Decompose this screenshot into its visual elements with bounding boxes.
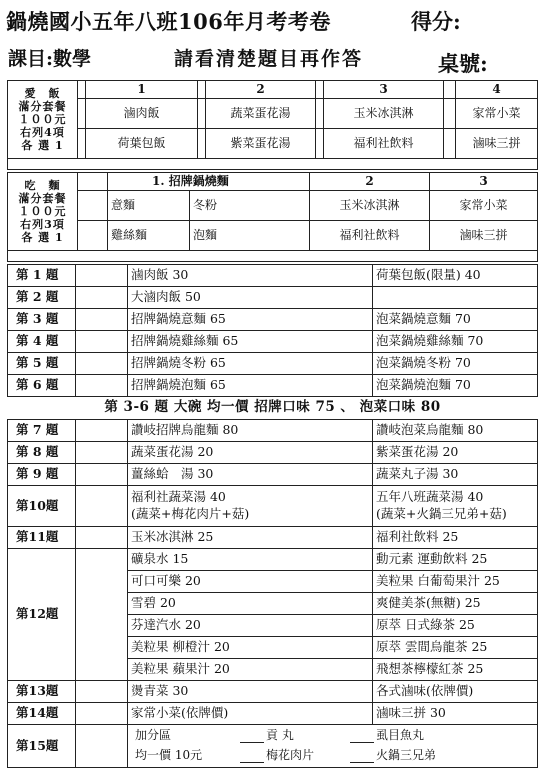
- answer-option-b: 原萃 日式綠茶 25: [373, 615, 538, 637]
- bonus-item-label: 梅花肉片: [266, 748, 315, 762]
- column-header: 1: [86, 81, 198, 99]
- bonus-item: [240, 749, 350, 763]
- combo-label-line: 各 選 1: [21, 231, 64, 245]
- combo-label-line: 各 選 1: [21, 139, 64, 153]
- answer-option-b: 泡菜鍋燒意麵 70: [373, 309, 538, 331]
- question-row: [8, 442, 538, 464]
- answer-option-a: 芬達汽水 20: [128, 615, 373, 637]
- question-row: [8, 549, 538, 571]
- question-row: [8, 309, 538, 331]
- question-row: [8, 681, 538, 703]
- menu-option: 蔬菜蛋花湯: [206, 99, 316, 129]
- answer-option-a: 礦泉水 15: [128, 549, 373, 571]
- answer-option-b: [373, 287, 538, 309]
- answer-option-b: 福利社飲料 25: [373, 527, 538, 549]
- combo-label-line: １００元: [18, 204, 67, 218]
- column-header: 2: [206, 81, 316, 99]
- answer-option-a: 玉米冰淇淋 25: [128, 527, 373, 549]
- rice-combo-label: [8, 81, 78, 159]
- answer-option-a: 薑絲蛤 湯 30: [128, 464, 373, 486]
- answer-option-a: 讚岐招牌烏龍麵 80: [128, 420, 373, 442]
- bonus-item: [350, 729, 445, 743]
- menu-option: 荷葉包飯: [86, 129, 198, 159]
- question-row: [8, 331, 538, 353]
- exam-header: [6, 4, 541, 40]
- instruction-note: 請看清楚題目再作答: [174, 48, 364, 70]
- menu-option: 福利社飲料: [310, 221, 430, 251]
- combo-label-line: 愛 飯: [24, 86, 61, 100]
- exam-title: 鍋燒國小五年八班106年月考考卷: [6, 9, 331, 34]
- combo-label-line: 右列4項: [20, 126, 65, 140]
- separator: [8, 159, 538, 170]
- bonus-label: 加分區: [135, 728, 172, 743]
- rice-combo-table: [7, 80, 538, 170]
- exam-subheader: [6, 42, 541, 76]
- combo-label-line: 吃 麵: [24, 178, 61, 192]
- answer-option-a: 招牌鍋燒意麵 65: [128, 309, 373, 331]
- menu-option: 滷肉飯: [86, 99, 198, 129]
- question-number: 第 9 題: [8, 464, 76, 486]
- answer-option-a: 滷肉飯 30: [128, 265, 373, 287]
- column-header: 3: [324, 81, 444, 99]
- answer-option-b: 蔬菜丸子湯 30: [373, 464, 538, 486]
- bonus-item-label: 貢 丸: [266, 728, 294, 743]
- combo-label-line: 滿分套餐: [18, 99, 67, 113]
- answer-option-a: 招牌鍋燒泡麵 65: [128, 375, 373, 397]
- answer-option-b: 紫菜蛋花湯 20: [373, 442, 538, 464]
- menu-option: 家常小菜: [456, 99, 538, 129]
- column-header: 1. 招牌鍋燒麵: [108, 173, 310, 191]
- answer-option-b: 荷葉包飯(限量) 40: [373, 265, 538, 287]
- question-row: [8, 527, 538, 549]
- bonus-area: [128, 725, 538, 768]
- question-number: 第15題: [8, 725, 76, 768]
- menu-option: 家常小菜: [430, 191, 538, 221]
- answer-option-b: 各式滷味(依牌價): [373, 681, 538, 703]
- answer-option-b: 泡菜鍋燒冬粉 70: [373, 353, 538, 375]
- answer-option-b: 飛想茶檸檬紅茶 25: [373, 659, 538, 681]
- answer-option-a: [128, 486, 373, 527]
- menu-option: 紫菜蛋花湯: [206, 129, 316, 159]
- answer-option-b: 原萃 雲間烏龍茶 25: [373, 637, 538, 659]
- noodle-combo-label: [8, 173, 78, 251]
- answer-option-a: 招牌鍋燒冬粉 65: [128, 353, 373, 375]
- question-row: [8, 353, 538, 375]
- option-name: 五年八班蔬菜湯 40: [376, 489, 484, 505]
- question-number: 第13題: [8, 681, 76, 703]
- answer-option-b: 泡菜鍋燒雞絲麵 70: [373, 331, 538, 353]
- column-header: 2: [310, 173, 430, 191]
- answer-option-b: 美粒果 白葡萄果汁 25: [373, 571, 538, 593]
- combo-label-line: １００元: [18, 112, 67, 126]
- answer-option-a: 大滷肉飯 50: [128, 287, 373, 309]
- answer-option-a: 美粒果 柳橙汁 20: [128, 637, 373, 659]
- answer-blank[interactable]: [350, 751, 374, 763]
- question-number: 第12題: [8, 549, 76, 681]
- bonus-item: [350, 749, 445, 763]
- menu-option: 福利社飲料: [324, 129, 444, 159]
- answer-option-a: 招牌鍋燒雞絲麵 65: [128, 331, 373, 353]
- answer-option-a: 美粒果 蘋果汁 20: [128, 659, 373, 681]
- bonus-item: [240, 729, 350, 743]
- answer-option-b: 爽健美茶(無糖) 25: [373, 593, 538, 615]
- question-row: [8, 375, 538, 397]
- menu-option: 泡麵: [190, 221, 310, 251]
- question-number: 第 3 題: [8, 309, 76, 331]
- answer-blank[interactable]: [240, 731, 264, 743]
- menu-option: 意麵: [108, 191, 190, 221]
- question-row: [8, 725, 538, 768]
- answer-option-b: 滷味三拼 30: [373, 703, 538, 725]
- option-detail: (蔬菜+火鍋三兄弟+菇): [376, 506, 507, 521]
- bonus-item-label: 虱目魚丸: [376, 728, 425, 743]
- option-detail: (蔬菜+梅花肉片+菇): [131, 506, 250, 521]
- answer-option-a: 家常小菜(依牌價): [128, 703, 373, 725]
- answer-blank[interactable]: [350, 731, 374, 743]
- answer-option-a: 可口可樂 20: [128, 571, 373, 593]
- column-header: 4: [456, 81, 538, 99]
- noodle-combo-table: [7, 172, 538, 262]
- bonus-item-label: 火鍋三兄弟: [376, 748, 437, 762]
- question-number: 第11題: [8, 527, 76, 549]
- answer-option-a: 蔬菜蛋花湯 20: [128, 442, 373, 464]
- separator: [8, 251, 538, 262]
- question-row: [8, 464, 538, 486]
- question-row: [8, 420, 538, 442]
- question-number: 第 2 題: [8, 287, 76, 309]
- question-number: 第 4 題: [8, 331, 76, 353]
- question-number: 第 5 題: [8, 353, 76, 375]
- question-row: [8, 486, 538, 527]
- answer-option-a: 燙青菜 30: [128, 681, 373, 703]
- price-banner: 第 3-6 題 大碗 均一價 招牌口味 75 、 泡菜口味 80: [8, 397, 538, 420]
- bonus-price: 均一價 10元: [135, 748, 203, 762]
- answer-option-b: 動元素 運動飲料 25: [373, 549, 538, 571]
- menu-option: 滷味三拼: [456, 129, 538, 159]
- option-name: 福利社蔬菜湯 40: [131, 489, 226, 505]
- combo-label-line: 滿分套餐: [18, 191, 67, 205]
- answer-option-a: 雪碧 20: [128, 593, 373, 615]
- question-number: 第 7 題: [8, 420, 76, 442]
- score-label: 得分:: [411, 9, 461, 34]
- question-table: [7, 264, 538, 768]
- menu-option: 冬粉: [190, 191, 310, 221]
- subject-label: 課目:數學: [8, 48, 92, 70]
- column-header: 3: [430, 173, 538, 191]
- answer-option-b: 讚岐泡菜烏龍麵 80: [373, 420, 538, 442]
- question-row: [8, 287, 538, 309]
- question-number: 第 8 題: [8, 442, 76, 464]
- question-number: 第 1 題: [8, 265, 76, 287]
- question-number: 第 6 題: [8, 375, 76, 397]
- answer-option-b: 泡菜鍋燒泡麵 70: [373, 375, 538, 397]
- menu-option: 玉米冰淇淋: [324, 99, 444, 129]
- menu-option: 雞絲麵: [108, 221, 190, 251]
- question-row: [8, 703, 538, 725]
- question-row: [8, 265, 538, 287]
- combo-label-line: 右列3項: [20, 218, 65, 232]
- answer-option-b: [373, 486, 538, 527]
- menu-option: 玉米冰淇淋: [310, 191, 430, 221]
- question-number: 第14題: [8, 703, 76, 725]
- desk-number-label: 桌號:: [438, 51, 488, 76]
- question-number: 第10題: [8, 486, 76, 527]
- answer-blank[interactable]: [240, 751, 264, 763]
- menu-option: 滷味三拼: [430, 221, 538, 251]
